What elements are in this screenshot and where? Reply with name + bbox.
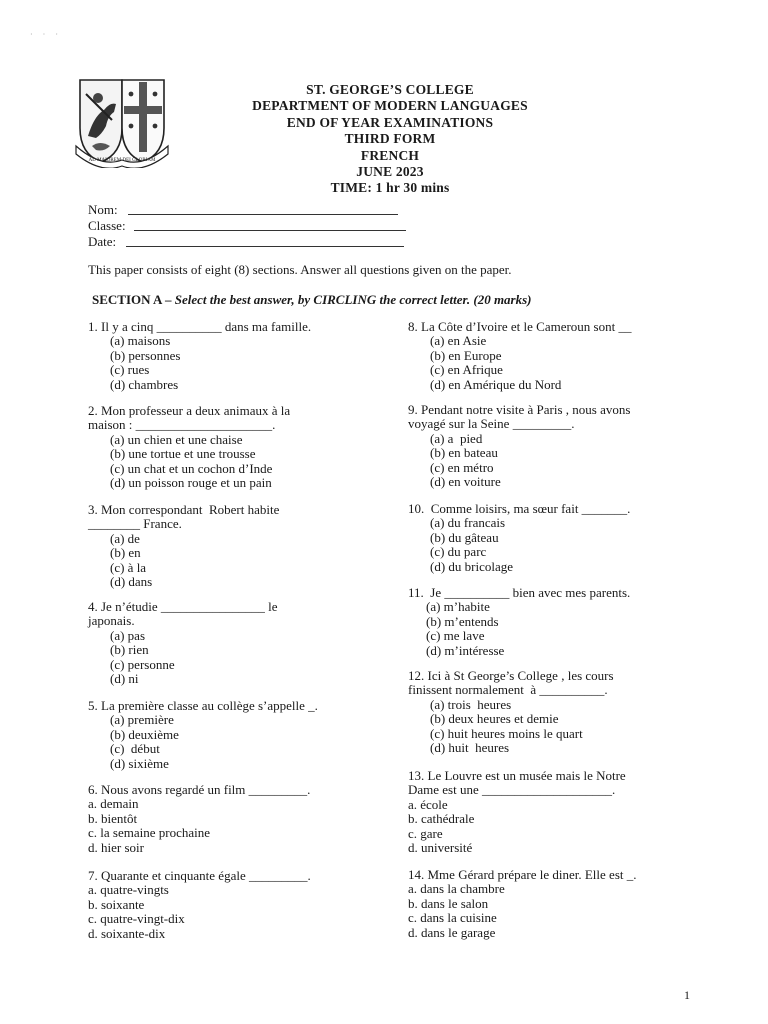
crest-motto: AD MAIOREM DEI GLORIAM	[88, 158, 156, 163]
question-2	[88, 404, 388, 490]
option-b[interactable]: (b) une tortue et une trousse	[110, 446, 256, 462]
option-c[interactable]: (c) à la	[110, 559, 147, 575]
option-d[interactable]: (d) en voiture	[430, 474, 501, 490]
option-b[interactable]: (b) en	[110, 545, 141, 561]
option-d[interactable]: d. soixante-dix	[88, 925, 166, 941]
header-exam: END OF YEAR EXAMINATIONS	[286, 114, 494, 130]
option-d[interactable]: (d) sixième	[110, 755, 169, 771]
classe-label: Classe:	[88, 218, 126, 233]
question-stem: 12. Ici à St George’s College , les cours finissent normalement à __________.	[408, 668, 614, 698]
date-line[interactable]	[126, 246, 404, 247]
option-a[interactable]: (a) en Asie	[430, 333, 487, 349]
option-a[interactable]: a. demain	[88, 796, 139, 812]
question-9	[408, 403, 698, 489]
question-stem: 4. Je n’étudie ________________ le japonais.	[88, 599, 278, 629]
question-5	[88, 699, 388, 771]
option-c[interactable]: (c) personne	[110, 656, 175, 672]
option-b[interactable]: b. dans le salon	[408, 895, 489, 911]
option-c[interactable]: (c) me lave	[426, 628, 485, 644]
option-d[interactable]: (d) du bricolage	[430, 558, 514, 574]
question-10	[408, 502, 698, 574]
option-b[interactable]: (b) en bateau	[430, 445, 498, 461]
question-8	[408, 320, 698, 392]
option-a[interactable]: (a) de	[110, 530, 140, 546]
option-c[interactable]: c. gare	[408, 825, 443, 841]
option-d[interactable]: (d) chambres	[110, 376, 179, 392]
option-b[interactable]: (b) deuxième	[110, 726, 179, 742]
classe-field[interactable]	[88, 218, 126, 234]
option-a[interactable]: a. quatre-vingts	[88, 882, 169, 898]
option-b[interactable]: (b) du gâteau	[430, 529, 499, 545]
option-c[interactable]: (c) en Afrique	[430, 362, 503, 378]
section-a-title	[92, 292, 532, 308]
option-d[interactable]: (d) en Amérique du Nord	[430, 376, 562, 392]
scan-smudge: · · ·	[30, 30, 62, 39]
question-stem: 5. La première classe au collège s’appelle _.	[88, 698, 318, 713]
question-stem: 14. Mme Gérard prépare le diner. Elle est _.	[408, 867, 637, 882]
question-stem: 1. Il y a cinq __________ dans ma famille.	[88, 319, 312, 334]
option-b[interactable]: b. soixante	[88, 896, 145, 912]
option-d[interactable]: (d) dans	[110, 574, 153, 590]
question-stem: 13. Le Louvre est un musée mais le Notre Dame est une ____________________.	[408, 768, 626, 798]
question-3	[88, 503, 388, 589]
date-field[interactable]	[88, 234, 126, 250]
question-stem: 10. Comme loisirs, ma sœur fait _______.	[408, 501, 631, 516]
option-a[interactable]: a. école	[408, 796, 448, 812]
question-1	[88, 320, 388, 392]
option-a[interactable]: (a) maisons	[110, 333, 171, 349]
option-b[interactable]: (b) m’entends	[426, 613, 499, 629]
page-number: 1	[684, 988, 690, 1002]
option-a[interactable]: (a) pas	[110, 627, 146, 643]
option-d[interactable]: d. dans le garage	[408, 924, 496, 940]
option-d[interactable]: (d) ni	[110, 671, 139, 687]
option-c[interactable]: (c) un chat et un cochon d’Inde	[110, 460, 273, 476]
question-7	[88, 869, 388, 941]
college-crest-logo	[74, 76, 170, 168]
header-subject: FRENCH	[360, 147, 420, 163]
header-time: TIME: 1 hr 30 mins	[330, 180, 450, 196]
option-c[interactable]: c. quatre-vingt-dix	[88, 911, 185, 927]
question-stem: 8. La Côte d’Ivoire et le Cameroun sont __	[408, 319, 632, 334]
question-14	[408, 868, 698, 940]
question-6	[88, 783, 388, 855]
question-stem: 6. Nous avons regardé un film _________.	[88, 782, 311, 797]
option-c[interactable]: (c) rues	[110, 362, 150, 378]
header-date: JUNE 2023	[356, 164, 424, 180]
nom-label: Nom:	[88, 202, 118, 217]
option-a[interactable]: (a) du francais	[430, 515, 506, 531]
option-a[interactable]: (a) première	[110, 712, 174, 728]
question-11	[408, 586, 698, 658]
option-a[interactable]: a. dans la chambre	[408, 881, 505, 897]
option-c[interactable]: (c) du parc	[430, 544, 487, 560]
exam-header	[200, 82, 580, 197]
option-d[interactable]: (d) un poisson rouge et un pain	[110, 475, 272, 491]
option-c[interactable]: (c) en métro	[430, 459, 494, 475]
question-13	[408, 769, 698, 855]
question-stem: 11. Je __________ bien avec mes parents.	[408, 585, 631, 600]
option-b[interactable]: (b) deux heures et demie	[430, 711, 559, 727]
option-d[interactable]: (d) m’intéresse	[426, 642, 505, 658]
nom-line[interactable]	[128, 214, 398, 215]
option-c[interactable]: c. dans la cuisine	[408, 910, 497, 926]
option-c[interactable]: c. la semaine prochaine	[88, 825, 210, 841]
option-c[interactable]: (c) début	[110, 741, 160, 757]
student-info-fields	[88, 202, 126, 250]
question-12	[408, 669, 698, 755]
option-b[interactable]: b. cathédrale	[408, 811, 475, 827]
nom-field[interactable]	[88, 202, 126, 218]
option-a[interactable]: (a) m’habite	[426, 599, 490, 615]
option-a[interactable]: (a) un chien et une chaise	[110, 431, 243, 447]
question-stem: 2. Mon professeur a deux animaux à la maison : _____________________.	[88, 403, 291, 433]
option-a[interactable]: (a) a pied	[430, 430, 483, 446]
option-b[interactable]: (b) personnes	[110, 347, 181, 363]
option-c[interactable]: (c) huit heures moins le quart	[430, 725, 583, 741]
question-4	[88, 600, 388, 686]
classe-line[interactable]	[134, 230, 406, 231]
option-a[interactable]: (a) trois heures	[430, 696, 512, 712]
paper-instructions: This paper consists of eight (8) sections. Answer all questions given on the paper.	[88, 262, 512, 277]
question-stem: 7. Quarante et cinquante égale _________.	[88, 868, 311, 883]
date-label: Date:	[88, 234, 117, 249]
section-a-description: Select the best answer, by CIRCLING the correct letter. (20 marks)	[171, 292, 532, 307]
header-form: THIRD FORM	[344, 131, 436, 147]
question-stem: 9. Pendant notre visite à Paris , nous avons voyagé sur la Seine _________.	[408, 402, 631, 432]
option-d[interactable]: d. université	[408, 840, 473, 856]
option-d[interactable]: (d) huit heures	[430, 740, 510, 756]
option-d[interactable]: d. hier soir	[88, 839, 144, 855]
header-school: ST. GEORGE’S COLLEGE	[306, 82, 474, 97]
question-stem: 3. Mon correspondant Robert habite ________ France.	[88, 502, 280, 532]
option-b[interactable]: b. bientôt	[88, 810, 138, 826]
option-b[interactable]: (b) rien	[110, 642, 149, 658]
section-a-label: SECTION A –	[92, 292, 172, 307]
header-department: DEPARTMENT OF MODERN LANGUAGES	[252, 98, 528, 114]
option-b[interactable]: (b) en Europe	[430, 347, 502, 363]
